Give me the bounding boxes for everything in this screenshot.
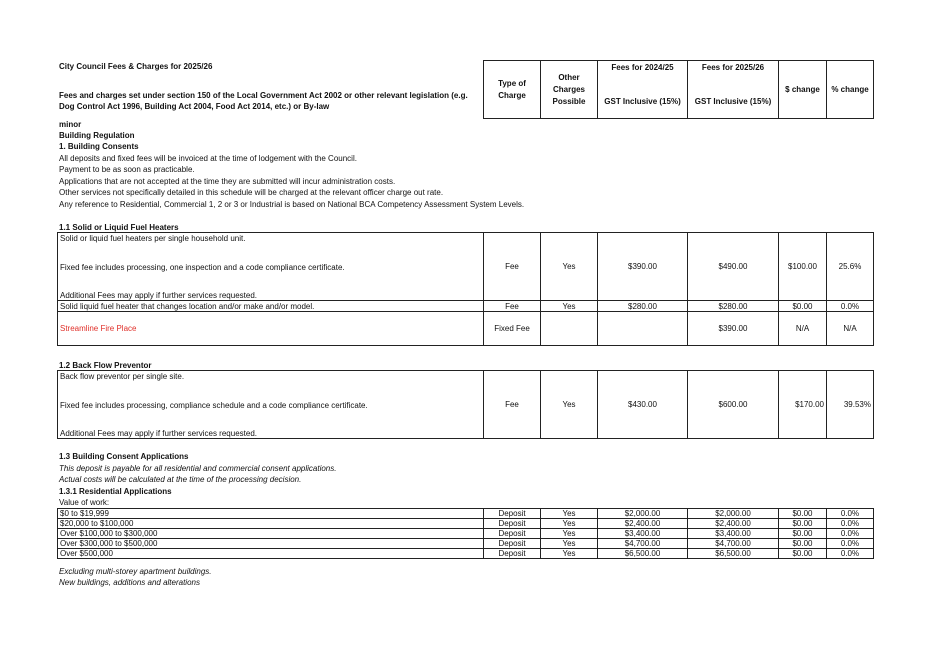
cell-dollar-change: $0.00 [779, 549, 827, 559]
table-row [58, 549, 874, 559]
cell-other: Yes [541, 301, 598, 312]
cell-type: Fee [484, 233, 541, 301]
cell-other: Yes [541, 509, 598, 519]
cell-dollar-change: $100.00 [779, 233, 827, 301]
section-1-3-heading: 1.3 Building Consent Applications [59, 452, 189, 461]
cell-pct-change: N/A [827, 312, 874, 346]
page-subtitle-line2: Dog Control Act 1996, Building Act 2004, Food Act 2014, etc.) or By-law [59, 102, 330, 111]
page-title: City Council Fees & Charges for 2025/26 [59, 62, 213, 71]
cell-other: Yes [541, 549, 598, 559]
cell-type: Deposit [484, 549, 541, 559]
table-row [58, 529, 874, 539]
intro-line: Payment to be as soon as practicable. [59, 165, 195, 174]
cell-type: Deposit [484, 529, 541, 539]
cell-type: Fee [484, 301, 541, 312]
cell-pct-change: 0.0% [827, 301, 874, 312]
column-header-table [483, 60, 874, 119]
cell-prev-fee: $430.00 [598, 371, 688, 439]
table-row [58, 539, 874, 549]
row-description: Streamline Fire Place [58, 312, 484, 346]
cell-pct-change: 0.0% [827, 519, 874, 529]
cell-prev-fee: $390.00 [598, 233, 688, 301]
value-of-work-label: Value of work: [59, 498, 110, 507]
cell-prev-fee: $2,400.00 [598, 519, 688, 529]
cell-other: Yes [541, 519, 598, 529]
cell-curr-fee: $390.00 [688, 312, 779, 346]
cell-other [541, 312, 598, 346]
desc-line: Fixed fee includes processing, compliance schedule and a code compliance certificate. [60, 401, 368, 410]
desc-line: Solid or liquid fuel heaters per single household unit. [60, 234, 246, 243]
col-fees-2025-26-bottom: GST Inclusive (15%) [694, 97, 772, 106]
desc-line: Back flow preventor per single site. [60, 372, 185, 381]
cell-prev-fee: $6,500.00 [598, 549, 688, 559]
intro-line: Other services not specifically detailed in this schedule will be charged at the relevant officer charge out rate. [59, 188, 444, 197]
back-flow-table [57, 370, 874, 439]
row-description: Over $500,000 [58, 549, 484, 559]
footnote: Excluding multi-storey apartment buildings. [59, 567, 212, 576]
section-1-heading: 1. Building Consents [59, 142, 139, 151]
cell-type: Fee [484, 371, 541, 439]
cell-other: Yes [541, 371, 598, 439]
section-1-3-note: This deposit is payable for all residential and commercial consent applications. [59, 464, 337, 473]
col-other-charges: Other Charges Possible [541, 61, 598, 119]
cell-pct-change: 0.0% [827, 509, 874, 519]
row-description: Over $300,000 to $500,000 [58, 539, 484, 549]
cell-prev-fee: $2,000.00 [598, 509, 688, 519]
table-row [58, 233, 874, 301]
cell-other: Yes [541, 233, 598, 301]
desc-line: Fixed fee includes processing, one inspection and a code compliance certificate. [60, 263, 345, 272]
col-fees-2024-25 [598, 61, 688, 119]
label-building-regulation: Building Regulation [59, 131, 135, 140]
table-row [58, 371, 874, 439]
section-1-2-heading: 1.2 Back Flow Preventor [59, 361, 152, 370]
col-fees-2024-25-bottom: GST Inclusive (15%) [604, 97, 681, 106]
cell-pct-change: 25.6% [827, 233, 874, 301]
cell-prev-fee: $3,400.00 [598, 529, 688, 539]
cell-type: Deposit [484, 539, 541, 549]
cell-dollar-change: N/A [779, 312, 827, 346]
table-row [58, 509, 874, 519]
cell-curr-fee: $6,500.00 [688, 549, 779, 559]
cell-curr-fee: $2,400.00 [688, 519, 779, 529]
cell-pct-change: 0.0% [827, 539, 874, 549]
cell-dollar-change: $0.00 [779, 529, 827, 539]
cell-pct-change: 0.0% [827, 529, 874, 539]
cell-other: Yes [541, 529, 598, 539]
page-subtitle-line1: Fees and charges set under section 150 of the Local Government Act 2002 or other relevant legislation (e.g. [59, 91, 468, 100]
cell-curr-fee: $2,000.00 [688, 509, 779, 519]
intro-line: All deposits and fixed fees will be invoiced at the time of lodgement with the Council. [59, 154, 357, 163]
cell-dollar-change: $0.00 [779, 519, 827, 529]
col-pct-change: % change [827, 61, 874, 119]
residential-applications-table [57, 508, 874, 559]
section-1-3-note: Actual costs will be calculated at the time of the processing decision. [59, 475, 302, 484]
section-1-1-heading: 1.1 Solid or Liquid Fuel Heaters [59, 223, 179, 232]
row-description [58, 233, 484, 301]
cell-curr-fee: $3,400.00 [688, 529, 779, 539]
cell-dollar-change: $170.00 [779, 371, 827, 439]
desc-line: Additional Fees may apply if further services requested. [60, 291, 257, 300]
cell-other: Yes [541, 539, 598, 549]
col-dollar-change: $ change [779, 61, 827, 119]
table-row [58, 301, 874, 312]
cell-dollar-change: $0.00 [779, 509, 827, 519]
row-description [58, 371, 484, 439]
row-description: $20,000 to $100,000 [58, 519, 484, 529]
cell-prev-fee: $4,700.00 [598, 539, 688, 549]
row-description: $0 to $19,999 [58, 509, 484, 519]
table-row [58, 312, 874, 346]
cell-prev-fee [598, 312, 688, 346]
label-minor: minor [59, 120, 82, 129]
desc-line: Additional Fees may apply if further services requested. [60, 429, 257, 438]
footnote: New buildings, additions and alterations [59, 578, 200, 587]
col-fees-2025-26 [688, 61, 779, 119]
cell-pct-change: 0.0% [827, 549, 874, 559]
cell-curr-fee: $490.00 [688, 233, 779, 301]
col-fees-2024-25-top: Fees for 2024/25 [611, 63, 674, 72]
col-fees-2025-26-top: Fees for 2025/26 [701, 63, 765, 72]
cell-type: Deposit [484, 519, 541, 529]
cell-pct-change: 39.53% [827, 371, 874, 439]
cell-type: Fixed Fee [484, 312, 541, 346]
cell-curr-fee: $4,700.00 [688, 539, 779, 549]
intro-line: Applications that are not accepted at the time they are submitted will incur administration costs. [59, 177, 396, 186]
col-type-of-charge: Type of Charge [484, 61, 541, 119]
cell-curr-fee: $600.00 [688, 371, 779, 439]
row-description: Solid liquid fuel heater that changes location and/or make and/or model. [58, 301, 484, 312]
row-description: Over $100,000 to $300,000 [58, 529, 484, 539]
cell-type: Deposit [484, 509, 541, 519]
table-row [58, 519, 874, 529]
cell-dollar-change: $0.00 [779, 301, 827, 312]
cell-prev-fee: $280.00 [598, 301, 688, 312]
cell-curr-fee: $280.00 [688, 301, 779, 312]
fuel-heaters-table [57, 232, 874, 346]
section-1-3-1-heading: 1.3.1 Residential Applications [59, 487, 172, 496]
intro-line: Any reference to Residential, Commercial 1, 2 or 3 or Industrial is based on National BCA Competency Assessment System Levels. [59, 200, 525, 209]
cell-dollar-change: $0.00 [779, 539, 827, 549]
